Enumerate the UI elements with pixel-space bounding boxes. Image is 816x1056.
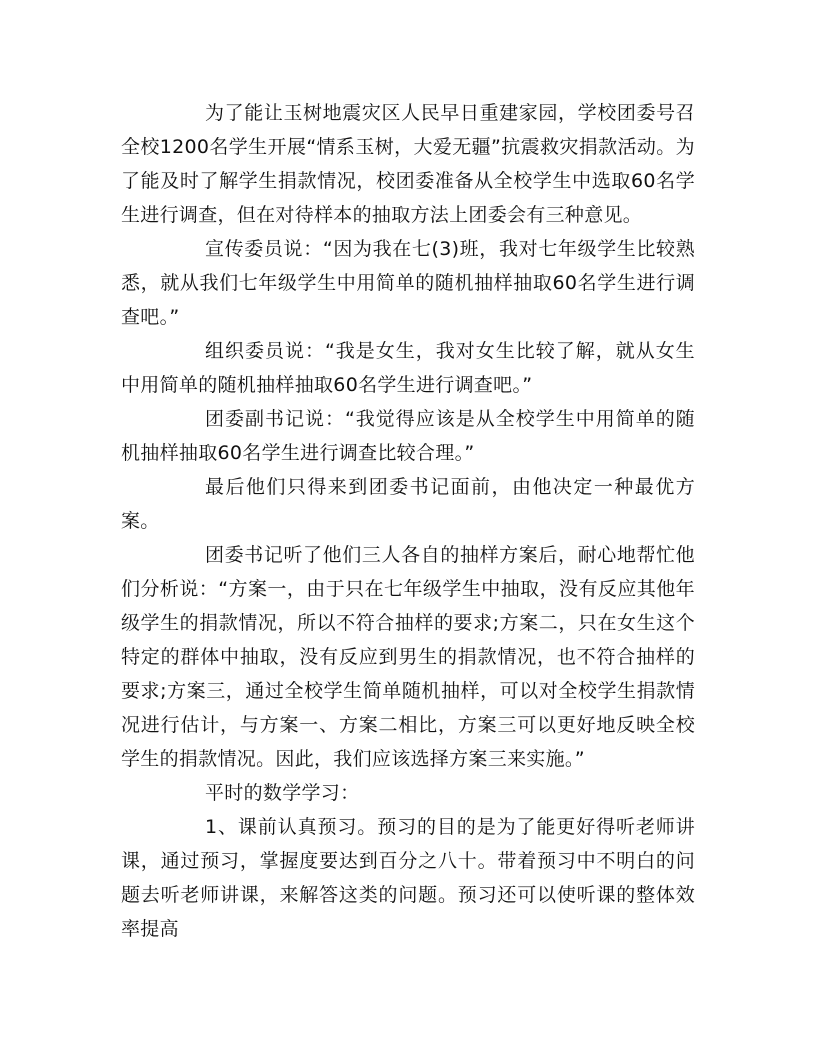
paragraph-deputy-secretary: 团委副书记说：“我觉得应该是从全校学生中用简单的随机抽样抽取60名学生进行调查比较合理。”: [121, 408, 695, 464]
paragraph-math-study-heading: 平时的数学学习：: [205, 782, 360, 804]
document-body: [121, 96, 695, 946]
paragraph-organization-member: 组织委员说：“我是女生，我对女生比较了解，就从女生中用简单的随机抽样抽取60名学生进行调查吧。”: [121, 340, 695, 396]
paragraph-secretary-analysis: 团委书记听了他们三人各自的抽样方案后，耐心地帮忙他们分析说：“方案一，由于只在七年级学生中抽取，没有反应其他年级学生的捐款情况，所以不符合抽样的要求;方案二，只在女生这个特定的群体中抽取，没有反应到男生的捐款情况，也不符合抽样的要求;方案三，通过全校学生简单随机抽样，可以对全校学生捐款情况进行估计，与方案一、方案二相比，方案三可以更好地反映全校学生的捐款情况。因此，我们应该选择方案三来实施。”: [121, 544, 695, 770]
paragraph-preview-advice: 1、课前认真预习。预习的目的是为了能更好得听老师讲课，通过预习，掌握度要达到百分之八十。带着预习中不明白的问题去听老师讲课，来解答这类的问题。预习还可以使听课的整体效率提高: [121, 816, 695, 940]
paragraph-secretary-decision: 最后他们只得来到团委书记面前，由他决定一种最优方案。: [121, 476, 695, 532]
paragraph-publicity-member: 宣传委员说：“因为我在七(3)班，我对七年级学生比较熟悉，就从我们七年级学生中用简单的随机抽样抽取60名学生进行调查吧。”: [121, 238, 695, 328]
paragraph-fundraising-intro: 为了能让玉树地震灾区人民早日重建家园，学校团委号召全校1200名学生开展“情系玉树，大爱无疆”抗震救灾捐款活动。为了能及时了解学生捐款情况，校团委准备从全校学生中选取60名学生进行调查，但在对待样本的抽取方法上团委会有三种意见。: [121, 102, 695, 226]
